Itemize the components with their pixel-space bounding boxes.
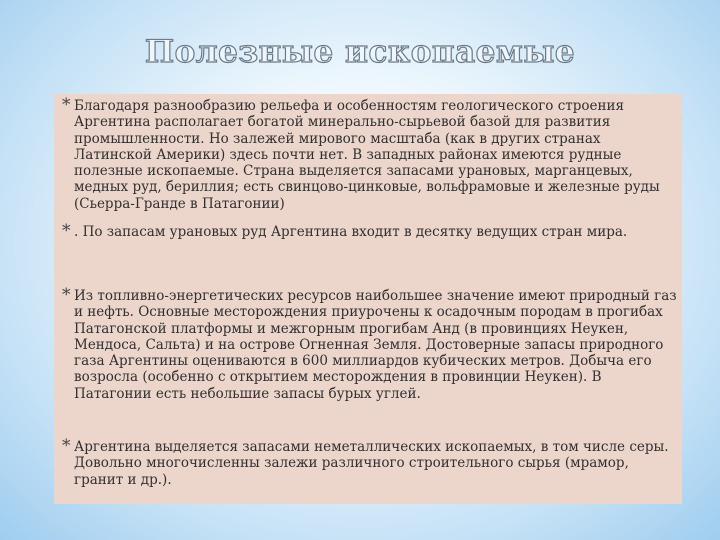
bullet-text: Аргентина выделяется запасами неметаллических ископаемых, в том числе серы. Довольно многочисленны залежи различного строительного сырья (мрамор, гранит и др.). (74, 439, 669, 488)
content-panel (54, 94, 682, 504)
bullet-marker: * (62, 221, 71, 241)
bullet-item (62, 436, 678, 488)
bullet-item (62, 95, 678, 212)
bullet-text: Благодаря разнообразию рельефа и особенностям геологического строения Аргентина располагает богатой минерально-сырьевой базой для развития промышленности. Но залежей мирового масштаба (как в других странах Латинской Америки) здесь почти нет. В западных районах имеются рудные полезные ископаемые. Страна выделяется запасами урановых, марганцевых, медных руд, бериллия; есть свинцово-цинковые, вольфрамовые и железные руды (Сьерра-Гранде в Патагонии) (74, 98, 660, 212)
slide-title: Полезные ископаемые (144, 34, 576, 70)
bullet-marker: * (62, 285, 71, 305)
bullet-text: Из топливно-энергетических ресурсов наибольшее значение имеют природный газ и нефть. Основные месторождения приурочены к осадочным породам в прогибах Патагонской платформы и межгорным прогибам Анд (в провинциях Неукен, Мендоса, Сальта) и на острове Огненная Земля. Достоверные запасы природного газа Аргентины оцениваются в 600 миллиардов кубических метров. Добыча его возросла (особенно с открытием месторождения в провинции Неукен). В Патагонии есть небольшие запасы бурых углей. (74, 288, 677, 402)
bullet-marker: * (62, 95, 71, 115)
bullet-text: . По запасам урановых руд Аргентина входит в десятку ведущих стран мира. (74, 224, 628, 240)
bullet-marker: * (62, 436, 71, 456)
bullet-item (62, 221, 678, 241)
bullet-item (62, 285, 678, 402)
